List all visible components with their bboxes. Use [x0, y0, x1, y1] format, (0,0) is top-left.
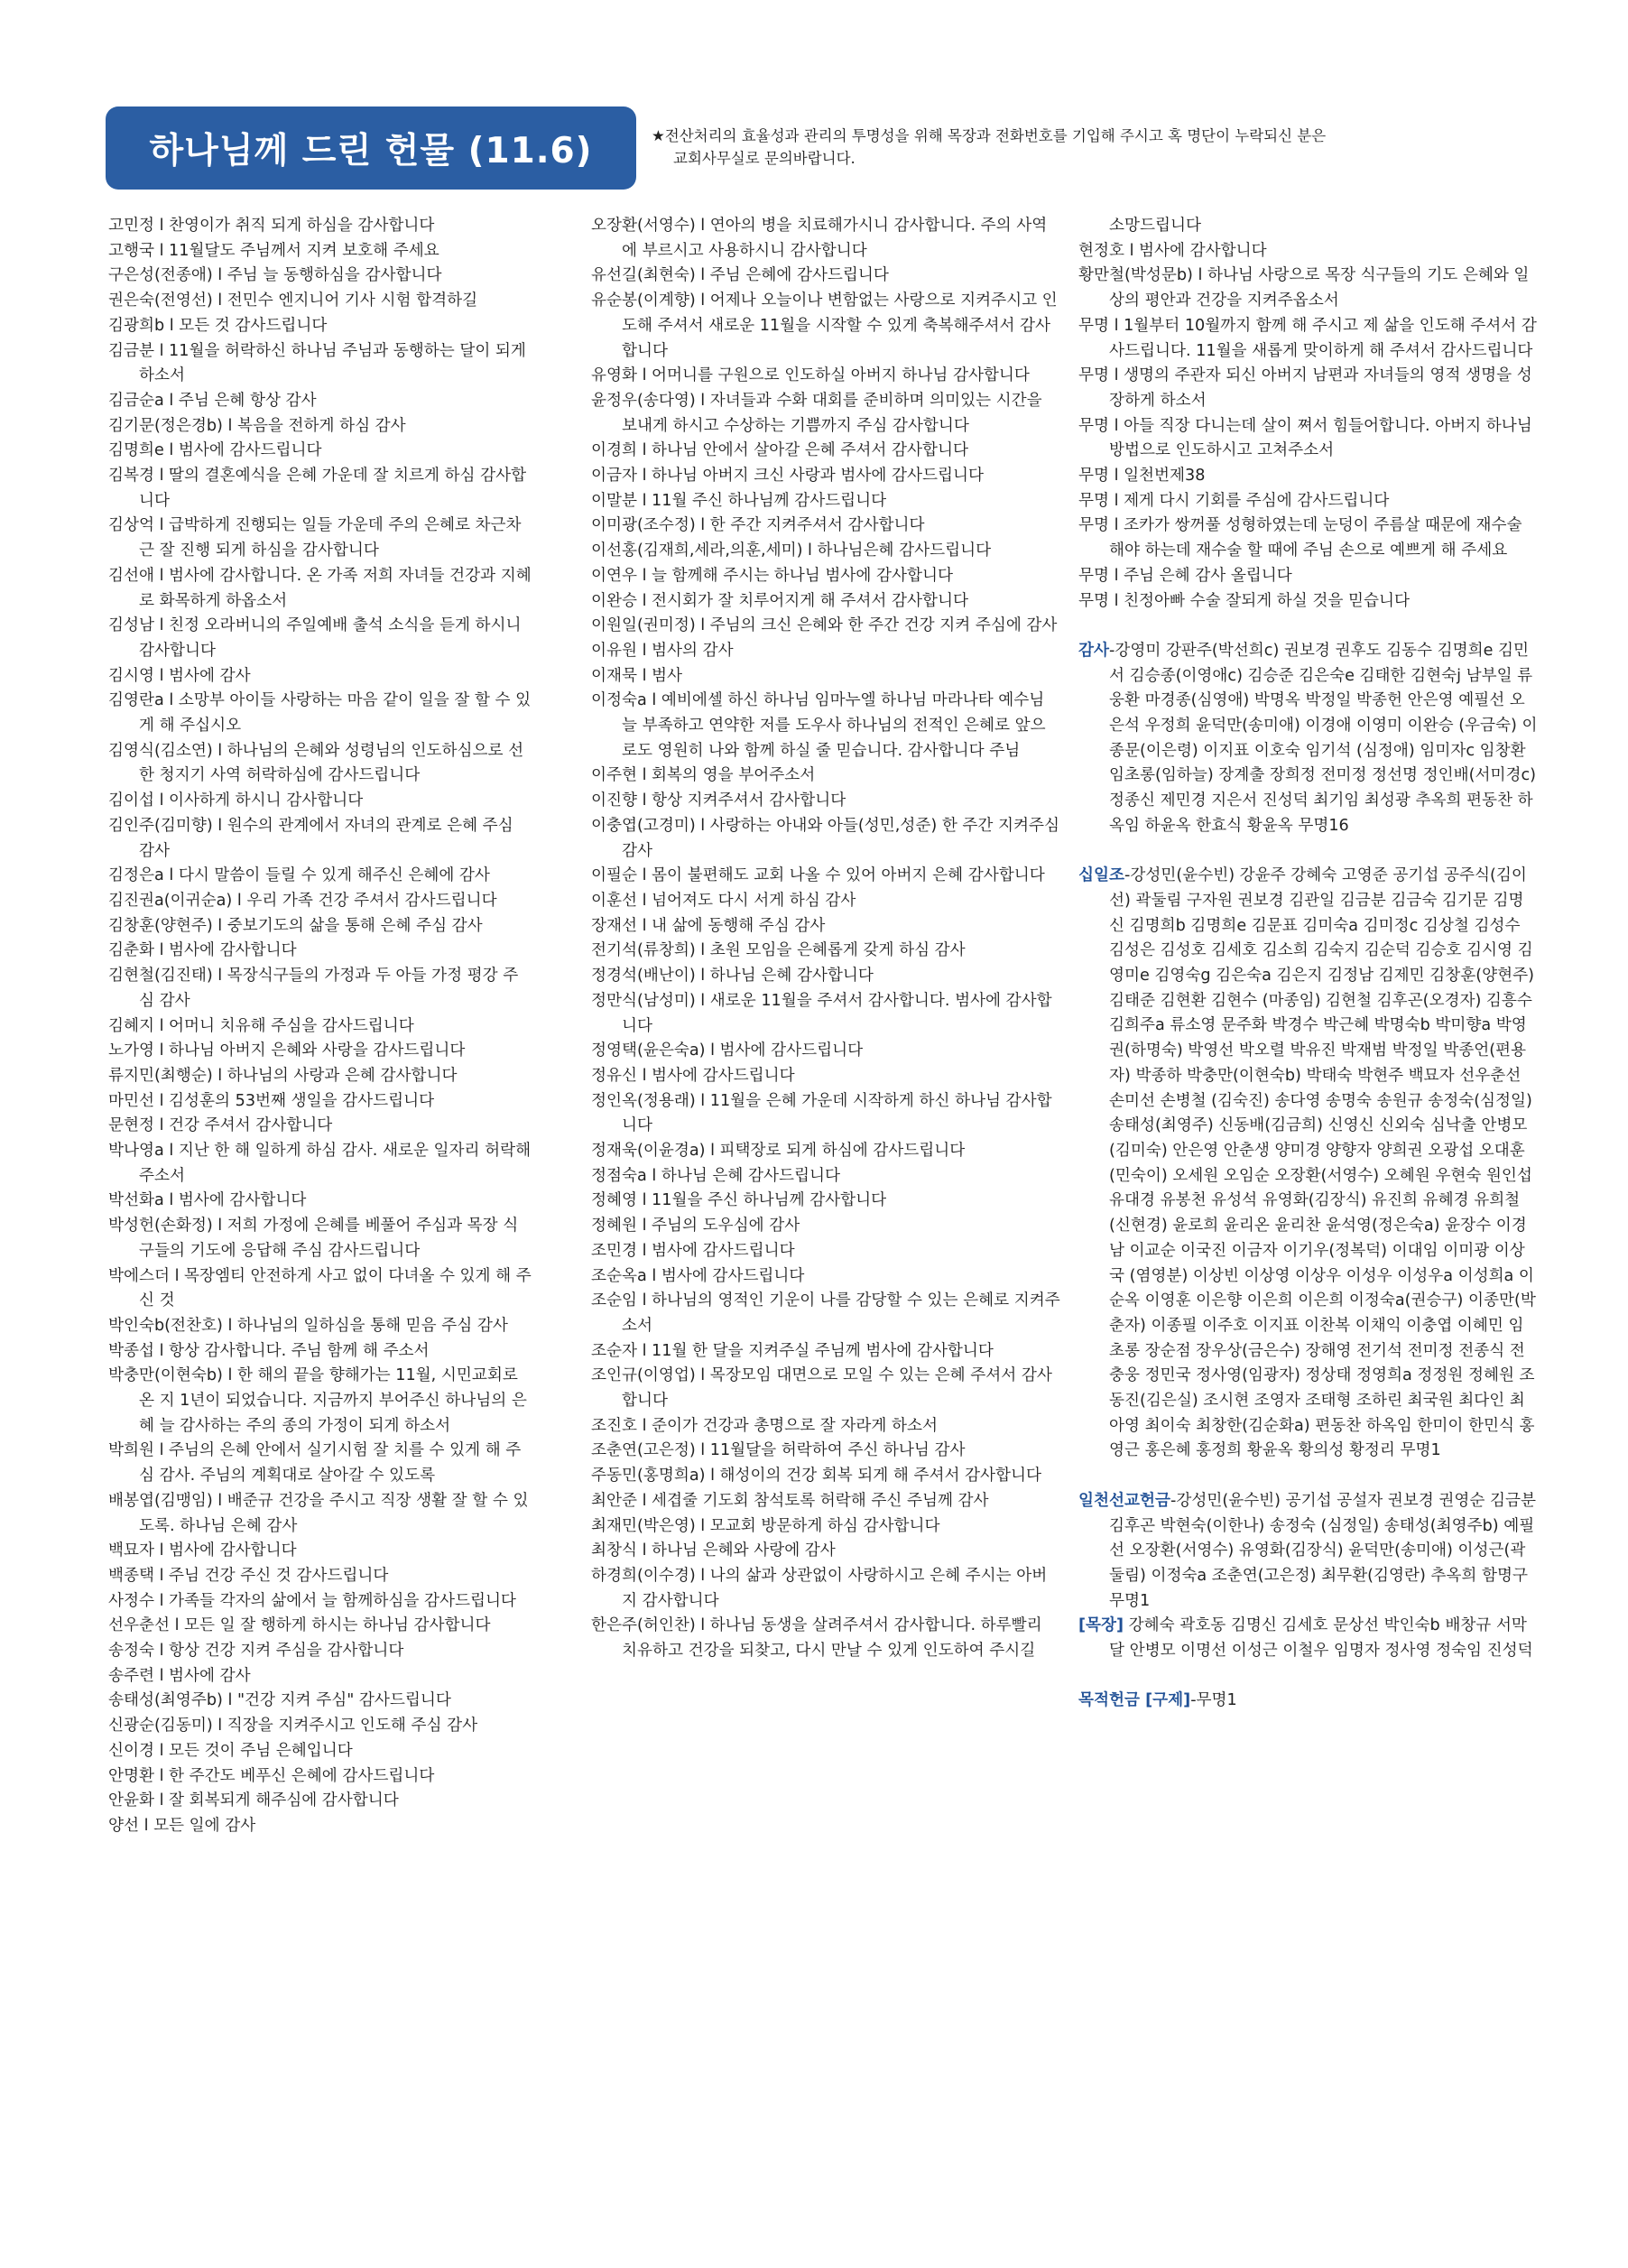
offering-entry: 송태성(최영주b) l "건강 지켜 주심" 감사드립니다 [108, 1691, 451, 1710]
offering-entry: 이주현 l 회복의 영을 부어주소서 [591, 766, 816, 785]
offering-entry: 최재민(박은영) l 모교회 방문하게 하심 감사합니다 [591, 1516, 940, 1535]
offering-entry: 정유신 l 범사에 감사드립니다 [591, 1066, 795, 1085]
thanks-section: 감사-강영미 강판주(박선희c) 권보경 권후도 김동수 김명희e 김민서 김승종(이영애c) 김승준 김은숙e 김태한 김현숙j 남부일 류웅환 마경종(심영애) 박명옥 박정일 박종헌 안은영 예필선 오은석 우정희 윤덕만(송미애) 이경애 이영미 이완승 (우금숙) 이종문(이은령) 이지표 이호숙 임기석 (심정애) 임미자c 임창환 임초롱(임하늘) 장계출 장희정 전미정 정선명 정인배(서미경c) 정종신 제민경 지은서 진성덕 최기임 최성광 추옥희 편동찬 하옥임 하윤옥 한효식 황윤옥 무명16 [1078, 641, 1538, 835]
offering-entry: 황만철(박성문b) l 하나님 사랑으로 목장 식구들의 기도 은혜와 일상의 평안과 건강을 지켜주옵소서 [1078, 266, 1530, 310]
offering-entry: 무명 l 조카가 쌍꺼풀 성형하였는데 눈덩이 주름살 때문에 재수술 해야 하는데 재수술 할 때에 주님 손으로 예쁘게 해 주세요 [1078, 516, 1522, 560]
offering-entry: 조순임 l 하나님의 영적인 기운이 나를 감당할 수 있는 은혜로 지켜주소서 [591, 1291, 1060, 1335]
mission-names: 강성민(윤수빈) 공기섭 공설자 권보경 권영순 김금분 김후곤 박현숙(이한나) 송정숙 (심정일) 송태성(최영주b) 예필선 오장환(서영수) 유영화(김장식) 윤덕만(송미애) 이성근(곽둘림) 이정숙a 조춘연(고은정) 최무환(김영란) 추옥희 함명구 무명1 [1109, 1491, 1536, 1610]
mission-cell-label: [목장] [1078, 1616, 1124, 1635]
offering-entry: 소망드립니다 [1109, 217, 1201, 235]
offering-entry: 안윤화 l 잘 회복되게 해주심에 감사합니다 [108, 1791, 399, 1810]
offering-entry: 유영화 l 어머니를 구원으로 인도하실 아버지 하나님 감사합니다 [591, 366, 1030, 385]
offering-entry: 김춘화 l 범사에 감사합니다 [108, 941, 297, 960]
offering-entry: 박에스더 l 목장엠티 안전하게 사고 없이 다녀올 수 있게 해 주신 것 [108, 1266, 532, 1310]
offering-entry: 이경희 l 하나님 안에서 살아갈 은혜 주셔서 감사합니다 [591, 441, 968, 460]
offering-entry: 김기문(정은경b) l 복음을 전하게 하심 감사 [108, 416, 406, 435]
purpose-names: 무명1 [1196, 1691, 1237, 1710]
offering-entry: 노가영 l 하나님 아버지 은혜와 사랑을 감사드립니다 [108, 1041, 466, 1060]
offering-entry: 박충만(이현숙b) l 한 해의 끝을 향해가는 11월, 시민교회로 온 지 1년이 되었습니다. 지금까지 부어주신 하나님의 은혜 늘 감사하는 주의 종의 가정이 되게 하소서 [108, 1366, 527, 1435]
offering-entry: 구은성(전종애) l 주님 늘 동행하심을 감사합니다 [108, 266, 442, 285]
offering-entry: 김영란a l 소망부 아이들 사랑하는 마음 같이 일을 잘 할 수 있게 해 주십시오 [108, 691, 532, 736]
offering-entry: 박성헌(손화정) l 저희 가정에 은혜를 베풀어 주심과 목장 식구들의 기도에 응답해 주심 감사드립니다 [108, 1217, 519, 1260]
offerings-column-1 [108, 214, 532, 1839]
offering-entry: 유순봉(이계향) l 어제나 오늘이나 변함없는 사랑으로 지켜주시고 인도해 주셔서 새로운 11월을 시작할 수 있게 축복해주셔서 감사합니다 [591, 292, 1058, 360]
offering-entry: 이미광(조수정) l 한 주간 지켜주셔서 감사합니다 [591, 516, 925, 535]
offering-entry: 이훈선 l 넘어져도 다시 서게 하심 감사 [591, 891, 856, 910]
mission-label: 일천선교헌금 [1078, 1491, 1170, 1510]
offering-entry: 이완승 l 전시회가 잘 치루어지게 해 주셔서 감사합니다 [591, 591, 968, 610]
offering-entry: 김인주(김미향) l 원수의 관계에서 자녀의 관계로 은혜 주심 감사 [108, 816, 513, 860]
offering-entry: 배봉엽(김맹임) l 배준규 건강을 주시고 직장 생활 잘 할 수 있도록. 하나님 은혜 감사 [108, 1491, 529, 1535]
offering-entry: 무명 l 아들 직장 다니는데 살이 쪄서 힘들어합니다. 아버지 하나님 방법으로 인도하시고 고쳐주소서 [1078, 416, 1532, 460]
offering-entry: 이말분 l 11월 주신 하나님께 감사드립니다 [591, 491, 887, 510]
offering-entry: 김정은a l 다시 말씀이 들릴 수 있게 해주신 은혜에 감사 [108, 866, 490, 885]
offering-entry: 이선홍(김재희,세라,의훈,세미) l 하나님은혜 감사드립니다 [591, 542, 992, 560]
offering-entry: 조인규(이영업) l 목장모임 대면으로 모일 수 있는 은혜 주셔서 감사합니다 [591, 1366, 1052, 1411]
offering-entry: 고행국 l 11월달도 주님께서 지켜 보호해 주세요 [108, 241, 439, 260]
tithe-section: 십일조-강성민(윤수빈) 강윤주 강혜숙 고영준 공기섭 공주식(김이선) 곽둘림 구자원 권보경 김관일 김금분 김금숙 김기문 김명신 김명희b 김명희e 김문표 김미숙a 김미정c 김상철 김성수 김성은 김성호 김세호 김소희 김숙지 김순덕 김승호 김시영 김영미e 김영숙g 김은숙a 김은지 김정남 김제민 김창훈(양현주) 김태준 김현환 김현수 (마종임) 김현철 김후곤(오경자) 김흥수 김희주a 류소영 문주화 박경수 박근혜 박명숙b 박미향a 박영권(하명숙) 박영선 박오렬 박유진 박재범 박정일 박종언(편용자) 박종하 박충만(이현숙b) 박태숙 박현주 백묘자 선우춘선 손미선 손병철 (김숙진) 송다영 송명숙 송원규 송정숙(심정일) 송태성(최영주) 신동배(김금희) 신영신 신외숙 심낙출 안병모(김미숙) 안은영 안춘생 양미경 양향자 양희권 오광섭 오대훈(민숙이) 오세원 오임순 오장환(서영수) 오혜원 우현숙 원인섭 유대경 유봉천 유성석 유영화(김장식) 유진희 유혜경 유희철(신현경) 윤로희 윤리온 윤리찬 윤석영(정은숙a) 윤장수 이경남 이교순 이국진 이금자 이기우(정복덕) 이대임 이미광 이상국 (염영분) 이상빈 이상영 이상우 이성우 이성우a 이성희a 이순옥 이영훈 이은향 이은희 이은희 이정숙a(권승구) 이종만(박춘자) 이종필 이주호 이지표 이찬복 이채익 이충엽 이혜민 임초롱 장순점 장우상(금은수) 장해영 전기석 전미정 전종식 전충웅 정민국 정사영(임광자) 정상태 정영희a 정정원 정혜원 조동진(김은실) 조시현 조영자 조태형 조하린 최국원 최다인 최아영 최이숙 최창한(김순화a) 편동찬 하옥임 한미이 한민식 홍영근 홍은혜 홍정희 황윤옥 황의성 황정리 무명1 [1078, 866, 1536, 1460]
thanks-label: 감사 [1078, 641, 1109, 660]
offering-entry: 윤정우(송다영) l 자녀들과 수화 대회를 준비하며 의미있는 시간을 보내게 하시고 수상하는 기쁨까지 주심 감사합니다 [591, 391, 1042, 435]
offering-entry: 김성남 l 친정 오라버니의 주일예배 출석 소식을 듣게 하시니 감사합니다 [108, 616, 522, 660]
offering-entry: 최안준 l 세겹줄 기도회 참석토록 허락해 주신 주님께 감사 [591, 1491, 989, 1510]
offering-entry: 김창훈(양현주) l 중보기도의 삶을 통해 은혜 주심 감사 [108, 916, 483, 935]
offering-entry: 김금순a l 주님 은혜 항상 감사 [108, 391, 317, 410]
offerings-column-3 [1078, 214, 1539, 1714]
offering-entry: 김진권a(이귀순a) l 우리 가족 건강 주셔서 감사드립니다 [108, 891, 497, 910]
offering-entry: 이재묵 l 범사 [591, 666, 683, 685]
offering-entry: 조순옥a l 범사에 감사드립니다 [591, 1266, 805, 1285]
tithe-names: 강성민(윤수빈) 강윤주 강혜숙 고영준 공기섭 공주식(김이선) 곽둘림 구자원 권보경 김관일 김금분 김금숙 김기문 김명신 김명희b 김명희e 김문표 김미숙a 김미정c 김상철 김성수 김성은 김성호 김세호 김소희 김숙지 김순덕 김승호 김시영 김영미e 김영숙g 김은숙a 김은지 김정남 김제민 김창훈(양현주) 김태준 김현환 김현수 (마종임) 김현철 김후곤(오경자) 김흥수 김희주a 류소영 문주화 박경수 박근혜 박명숙b 박미향a 박영권(하명숙) 박영선 박오렬 박유진 박재범 박정일 박종언(편용자) 박종하 박충만(이현숙b) 박태숙 박현주 백묘자 선우춘선 손미선 손병철 (김숙진) 송다영 송명숙 송원규 송정숙(심정일) 송태성(최영주) 신동배(김금희) 신영신 신외숙 심낙출 안병모(김미숙) 안은영 안춘생 양미경 양향자 양희권 오광섭 오대훈(민숙이) 오세원 오임순 오장환(서영수) 오혜원 우현숙 원인섭 유대경 유봉천 유성석 유영화(김장식) 유진희 유혜경 유희철(신현경) 윤로희 윤리온 윤리찬 윤석영(정은숙a) 윤장수 이경남 이교순 이국진 이금자 이기우(정복덕) 이대임 이미광 이상국 (염영분) 이상빈 이상영 이상우 이성우 이성우a 이성희a 이순옥 이영훈 이은향 이은희 이은희 이정숙a(권승구) 이종만(박춘자) 이종필 이주호 이지표 이찬복 이채익 이충엽 이혜민 임초롱 장순점 장우상(금은수) 장해영 전기석 전미정 전종식 전충웅 정민국 정사영(임광자) 정상태 정영희a 정정원 정혜원 조동진(김은실) 조시현 조영자 조태형 조하린 최국원 최다인 최아영 최이숙 최창한(김순화a) 편동찬 하옥임 한미이 한민식 홍영근 홍은혜 홍정희 황윤옥 황의성 황정리 무명1 [1109, 866, 1536, 1460]
offering-entry: 정영택(윤은숙a) l 범사에 감사드립니다 [591, 1041, 864, 1060]
offering-entry: 장재선 l 내 삶에 동행해 주심 감사 [591, 916, 826, 935]
purpose-section: 목적헌금 [구제]-무명1 [1078, 1691, 1237, 1710]
offering-entry: 백묘자 l 범사에 감사합니다 [108, 1541, 297, 1560]
offering-entry: 박희원 l 주님의 은혜 안에서 실기시험 잘 치를 수 있게 해 주심 감사. 주님의 계획대로 살아갈 수 있도록 [108, 1441, 522, 1486]
offering-entry: 무명 l 제게 다시 기회를 주심에 감사드립니다 [1078, 491, 1390, 510]
offering-entry: 김명희e l 범사에 감사드립니다 [108, 441, 322, 460]
offering-entry: 한은주(허인찬) l 하나님 동생을 살려주셔서 감사합니다. 하루빨리 치유하고 건강을 되찾고, 다시 만날 수 있게 인도하여 주시길 [591, 1616, 1042, 1661]
offering-entry: 유선길(최현숙) l 주님 은혜에 감사드립니다 [591, 266, 889, 285]
offering-entry: 김혜지 l 어머니 치유해 주심을 감사드립니다 [108, 1016, 414, 1035]
mission-cell-section [1078, 1614, 1539, 1663]
offering-entry: 조순자 l 11월 한 달을 지켜주실 주님께 범사에 감사합니다 [591, 1341, 994, 1360]
offering-entry: 정혜영 l 11월을 주신 하나님께 감사합니다 [591, 1191, 887, 1210]
offering-entry: 사정수 l 가족들 각자의 삶에서 늘 함께하심을 감사드립니다 [108, 1591, 516, 1610]
offering-entry: 김복경 l 딸의 결혼예식을 은혜 가운데 잘 치르게 하심 감사합니다 [108, 467, 527, 510]
offering-entry: 이유원 l 범사의 감사 [591, 641, 734, 660]
offering-entry: 송주련 l 범사에 감사 [108, 1666, 251, 1685]
offering-entry: 무명 l 주님 은혜 감사 올립니다 [1078, 566, 1292, 585]
offering-entry: 이필순 l 몸이 불편해도 교회 나올 수 있어 아버지 은혜 감사합니다 [591, 866, 1045, 885]
offering-entry: 현정호 l 범사에 감사합니다 [1078, 241, 1267, 260]
offering-entry: 신광순(김동미) l 직장을 지켜주시고 인도해 주심 감사 [108, 1717, 478, 1736]
offering-entry: 정만식(남성미) l 새로운 11월을 주셔서 감사합니다. 범사에 감사합니다 [591, 991, 1052, 1035]
offering-entry: 양선 l 모든 일에 감사 [108, 1817, 256, 1835]
offering-entry: 안명환 l 한 주간도 베푸신 은혜에 감사드립니다 [108, 1766, 435, 1785]
offering-entry: 김금분 l 11월을 허락하신 하나님 주님과 동행하는 달이 되게 하소서 [108, 341, 526, 385]
notice-line: 교회사무실로 문의바랍니다. [673, 150, 856, 167]
offering-entry: 조진호 l 준이가 건강과 총명으로 잘 자라게 하소서 [591, 1416, 938, 1435]
offering-entry: 정재욱(이윤경a) l 피택장로 되게 하심에 감사드립니다 [591, 1142, 966, 1161]
tithe-label: 십일조 [1078, 866, 1124, 885]
offering-entry: 신이경 l 모든 것이 주님 은혜입니다 [108, 1741, 353, 1760]
offering-entry: 김영식(김소연) l 하나님의 은혜와 성령님의 인도하심으로 선한 청지기 사역 허락하심에 감사드립니다 [108, 741, 524, 785]
offering-entry: 무명 l 1월부터 10월까지 함께 해 주시고 제 삶을 인도해 주셔서 감사드립니다. 11월을 새롭게 맞이하게 해 주셔서 감사드립니다 [1078, 316, 1537, 360]
notice-line: ★전산처리의 효율성과 관리의 투명성을 위해 목장과 전화번호를 기입해 주시고 혹 명단이 누락되신 분은 [652, 127, 1327, 144]
offering-entry: 무명 l 생명의 주관자 되신 아버지 남편과 자녀들의 영적 생명을 성장하게 하소서 [1078, 366, 1532, 410]
offering-entry: 박선화a l 범사에 감사합니다 [108, 1191, 307, 1210]
offering-entry: 이금자 l 하나님 아버지 크신 사랑과 범사에 감사드립니다 [591, 467, 984, 486]
offering-entry: 오장환(서영수) l 연아의 병을 치료해가시니 감사합니다. 주의 사역에 부르시고 사용하시니 감사합니다 [591, 217, 1048, 260]
offering-entry: 정점숙a l 하나님 은혜 감사드립니다 [591, 1166, 840, 1185]
offering-entry: 김현철(김진태) l 목장식구들의 가정과 두 아들 가정 평강 주심 감사 [108, 967, 519, 1010]
offering-entry: 이진향 l 항상 지켜주셔서 감사합니다 [591, 791, 846, 810]
purpose-label: 목적헌금 [구제] [1078, 1691, 1191, 1710]
offering-entry: 이정숙a l 예비에셀 하신 하나님 임마누엘 하나님 마라나타 예수님 늘 부족하고 연약한 저를 도우사 하나님의 전적인 은혜로 앞으로도 영원히 나와 함께 하실 줄 믿습니다. 감사합니다 주님 [591, 691, 1046, 760]
offering-entry: 정경석(배난이) l 하나님 은혜 감사합니다 [591, 967, 874, 986]
offering-entry: 이원일(권미정) l 주님의 크신 은혜와 한 주간 건강 지켜 주심에 감사 [591, 616, 1058, 635]
offering-entry: 권은숙(전영선) l 전민수 엔지니어 기사 시험 합격하길 [108, 292, 478, 310]
offering-entry: 김상억 l 급박하게 진행되는 일들 가운데 주의 은혜로 차근차근 잘 진행 되게 하심을 감사합니다 [108, 516, 522, 560]
page-title: 하나님께 드린 헌물 (11.6) [149, 131, 593, 171]
page-title-banner [106, 106, 636, 190]
offering-entry: 주동민(홍명희a) l 해성이의 건강 회복 되게 해 주셔서 감사합니다 [591, 1467, 1042, 1486]
offering-entry: 김시영 l 범사에 감사 [108, 666, 251, 685]
mission-section: 일천선교헌금-강성민(윤수빈) 공기섭 공설자 권보경 권영순 김금분 김후곤 박현숙(이한나) 송정숙 (심정일) 송태성(최영주b) 예필선 오장환(서영수) 유영화(김장식) 윤덕만(송미애) 이성근(곽둘림) 이정숙a 조춘연(고은정) 최무환(김영란) 추옥희 함명구 무명1 [1078, 1491, 1536, 1610]
offering-entry: 문현정 l 건강 주셔서 감사합니다 [108, 1116, 333, 1135]
offering-entry: 고민정 l 찬영이가 취직 되게 하심을 감사합니다 [108, 217, 435, 235]
offering-entry: 정혜원 l 주님의 도우심에 감사 [591, 1217, 800, 1236]
thanks-names: 강영미 강판주(박선희c) 권보경 권후도 김동수 김명희e 김민서 김승종(이영애c) 김승준 김은숙e 김태한 김현숙j 남부일 류웅환 마경종(심영애) 박명옥 박정일 박종헌 안은영 예필선 오은석 우정희 윤덕만(송미애) 이경애 이영미 이완승 (우금숙) 이종문(이은령) 이지표 이호숙 임기석 (심정애) 임미자c 임창환 임초롱(임하늘) 장계출 장희정 전미정 정선명 정인배(서미경c) 정종신 제민경 지은서 진성덕 최기임 최성광 추옥희 편동찬 하옥임 하윤옥 한효식 황윤옥 무명16 [1109, 641, 1538, 835]
offering-entry: 이연우 l 늘 함께해 주시는 하나님 범사에 감사합니다 [591, 566, 953, 585]
offering-entry: 박종섭 l 항상 감사합니다. 주님 함께 해 주소서 [108, 1341, 430, 1360]
offering-entry: 박인숙b(전찬호) l 하나님의 일하심을 통해 믿음 주심 감사 [108, 1316, 508, 1335]
column-3-entries [1078, 214, 1539, 614]
offering-entry: 정인옥(정용래) l 11월을 은혜 가운데 시작하게 하신 하나님 감사합니다 [591, 1091, 1052, 1135]
offering-entry: 이충엽(고경미) l 사랑하는 아내와 아들(성민,성준) 한 주간 지켜주심 감사 [591, 816, 1059, 860]
offerings-column-2 [591, 214, 1060, 1664]
offering-entry: 송정숙 l 항상 건강 지켜 주심을 감사합니다 [108, 1642, 404, 1661]
offering-entry: 박나영a l 지난 한 해 일하게 하심 감사. 새로운 일자리 허락해 주소서 [108, 1142, 532, 1185]
offering-entry: 김이섭 l 이사하게 하시니 감사합니다 [108, 791, 364, 810]
offering-entry: 조민경 l 범사에 감사드립니다 [591, 1241, 795, 1260]
offering-entry: 김선애 l 범사에 감사합니다. 온 가족 저희 자녀들 건강과 지혜로 화목하게 하옵소서 [108, 566, 532, 610]
offering-entry: 하경희(이수경) l 나의 삶과 상관없이 사랑하시고 은혜 주시는 아버지 감사합니다 [591, 1566, 1048, 1610]
offering-entry: 전기석(류창희) l 초원 모임을 은혜롭게 갖게 하심 감사 [591, 941, 966, 960]
offering-entry: 김광희b l 모든 것 감사드립니다 [108, 316, 328, 335]
offering-entry: 마민선 l 김성훈의 53번째 생일을 감사드립니다 [108, 1091, 435, 1110]
offering-entry: 백종택 l 주님 건강 주신 것 감사드립니다 [108, 1566, 389, 1585]
offering-entry: 무명 l 친정아빠 수술 잘되게 하실 것을 믿습니다 [1078, 591, 1410, 610]
notice [652, 125, 1518, 170]
offering-entry: 선우춘선 l 모든 일 잘 행하게 하시는 하나님 감사합니다 [108, 1616, 491, 1635]
offering-entry: 무명 l 일천번제38 [1078, 467, 1206, 486]
offering-entry: 류지민(최행순) l 하나님의 사랑과 은혜 감사합니다 [108, 1066, 458, 1085]
mission-cell-names: 강혜숙 곽호동 김명신 김세호 문상선 박인숙b 배창규 서막달 안병모 이명선 이성근 이철우 임명자 정사영 정숙임 진성덕 [1109, 1616, 1533, 1661]
offering-entry: 최창식 l 하나님 은혜와 사랑에 감사 [591, 1541, 836, 1560]
offering-entry: 조춘연(고은정) l 11월달을 허락하여 주신 하나님 감사 [591, 1441, 966, 1460]
